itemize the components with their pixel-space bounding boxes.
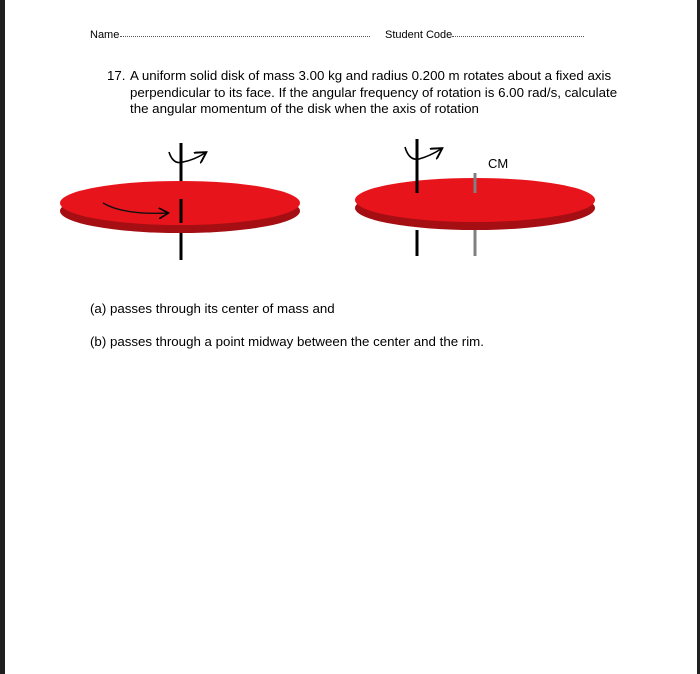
rotation-arrow-icon: [405, 147, 441, 159]
question-text: A uniform solid disk of mass 3.00 kg and radius 0.200 m rotates about a fixed axis perpendicular to its face. If the angular frequency of rotation is 6.00 rad/s, calculate the angular momentum of the disk when the axis of rotation: [130, 68, 618, 116]
name-blank-line: [120, 36, 370, 37]
part-a-text: (a) passes through its center of mass and: [90, 301, 335, 316]
question-number: 17.: [107, 68, 126, 83]
left-border: [0, 0, 5, 674]
student-code-label: Student Code: [385, 29, 453, 41]
disk-axis-offset: [355, 139, 595, 256]
part-b-text: (b) passes through a point midway between the center and the rim.: [90, 334, 484, 349]
disk-axis-through-center: [60, 143, 300, 260]
worksheet-header: [90, 27, 590, 43]
rotating-disks-figure: [55, 135, 605, 270]
name-label: Name: [90, 29, 120, 41]
student-code-blank-line: [452, 36, 584, 37]
cm-label: CM: [488, 156, 509, 171]
rotation-arrow-icon: [169, 152, 205, 163]
question-17: [107, 68, 627, 118]
